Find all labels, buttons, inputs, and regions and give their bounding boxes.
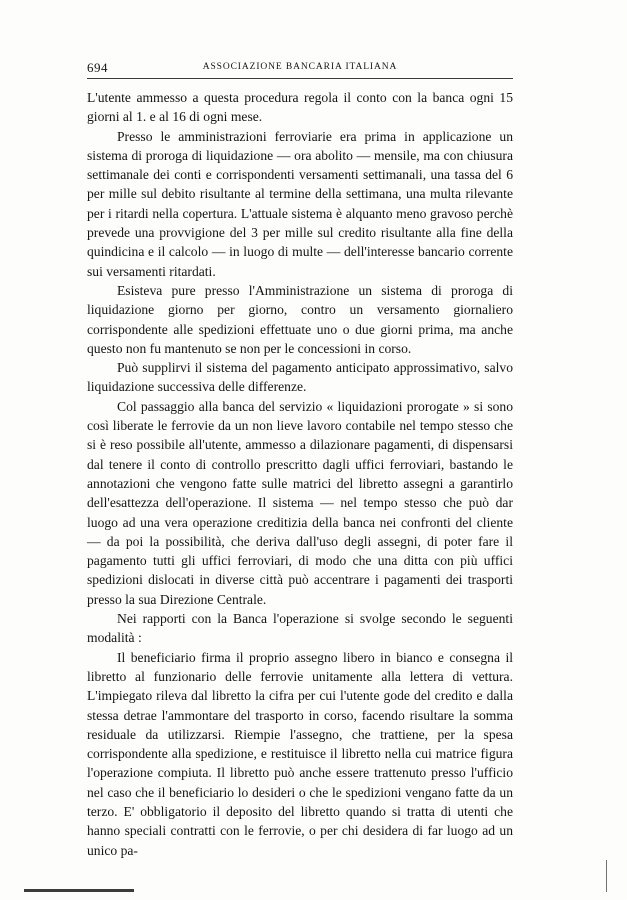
page-header	[87, 60, 513, 82]
paragraph-5: Col passaggio alla banca del servizio « liquidazioni prorogate » si sono così liberate le ferrovie da un non lieve lavoro contabile nel tempo stesso che si è reso possibile all'utente, ammesso a dilazionare pagamenti, di dispensarsi dal tenere il conto di controllo prescritto dagli uffici ferroviari, bastando le annotazioni che vengono fatte sulle matrici del libretto assegni a garantirlo dell'esattezza dell'operazione. Il sistema — nel tempo stesso che può dar luogo ad una vera operazione creditizia della banca nei confronti del cliente — da poi la possibilità, che deriva dall'uso degli assegni, di poter fare il pagamento tutti gli uffici ferroviari, di modo che una ditta con più uffici spedizioni dislocati in diverse città può accentrare i pagamenti dei trasporti presso la sua Direzione Centrale.	[87, 398, 513, 607]
paragraph-4: Può supplirvi il sistema del pagamento anticipato approssimativo, salvo liquidazione successiva delle differenze.	[87, 360, 513, 395]
paragraph-1: L'utente ammesso a questa procedura regola il conto con la banca ogni 15 giorni al 1. e al 16 di ogni mese.	[87, 90, 513, 125]
scan-side-mark	[606, 860, 607, 892]
paragraph-3: Esisteva pure presso l'Amministrazione un sistema di proroga di liquidazione giorno per giorno, contro un versamento giornaliero corrispondente alle spedizioni effettuate uno o due giorni prima, ma anche questo non fu mantenuto se non per le concessioni in corso.	[87, 282, 513, 356]
body-text	[87, 88, 513, 860]
paragraph-7: Il beneficiario firma il proprio assegno libero in bianco e consegna il libretto al funzionario delle ferrovie unitamente alla lettera di vettura. L'impiegato rileva dal libretto la cifra per cui l'utente gode del credito e dalla stessa detrae l'ammontare del trasporto in corso, facendo risultare la somma residuale da utilizzarsi. Riempie l'assegno, che trattiene, per la spesa corrispondente alla spedizione, e restituisce il libretto nella cui matrice figura l'operazione compiuta. Il libretto può anche essere trattenuto presso l'ufficio nel caso che il beneficiario lo desideri o che le spedizioni vengano fatte da un terzo. E' obbligatorio il deposito del libretto quando si tratta di utenti che hanno speciali contratti con le ferrovie, o per chi desidera di far luogo ad un unico pa-	[87, 649, 513, 858]
paragraph-6: Nei rapporti con la Banca l'operazione si svolge secondo le seguenti modalità :	[87, 611, 513, 646]
scan-edge-mark	[24, 889, 134, 892]
paragraph-2: Presso le amministrazioni ferroviarie era prima in applicazione un sistema di proroga di liquidazione — ora abolito — mensile, ma con chiusura settimanale dei conti e corrispondenti versamenti settimanali, una tassa del 6 per mille sul debito risultante al termine della settimana, una multa rilevante per i ritardi nella copertura. L'attuale sistema è alquanto meno gravoso perchè prevede una provvigione del 3 per mille sul credito risultante alla fine della quindicina e il calcolo — in luogo di multe — dell'interesse bancario corrente sui versamenti ritardati.	[87, 128, 513, 279]
running-head: ASSOCIAZIONE BANCARIA ITALIANA	[202, 62, 398, 72]
header-rule	[87, 78, 513, 79]
page-number: 694	[87, 60, 108, 75]
